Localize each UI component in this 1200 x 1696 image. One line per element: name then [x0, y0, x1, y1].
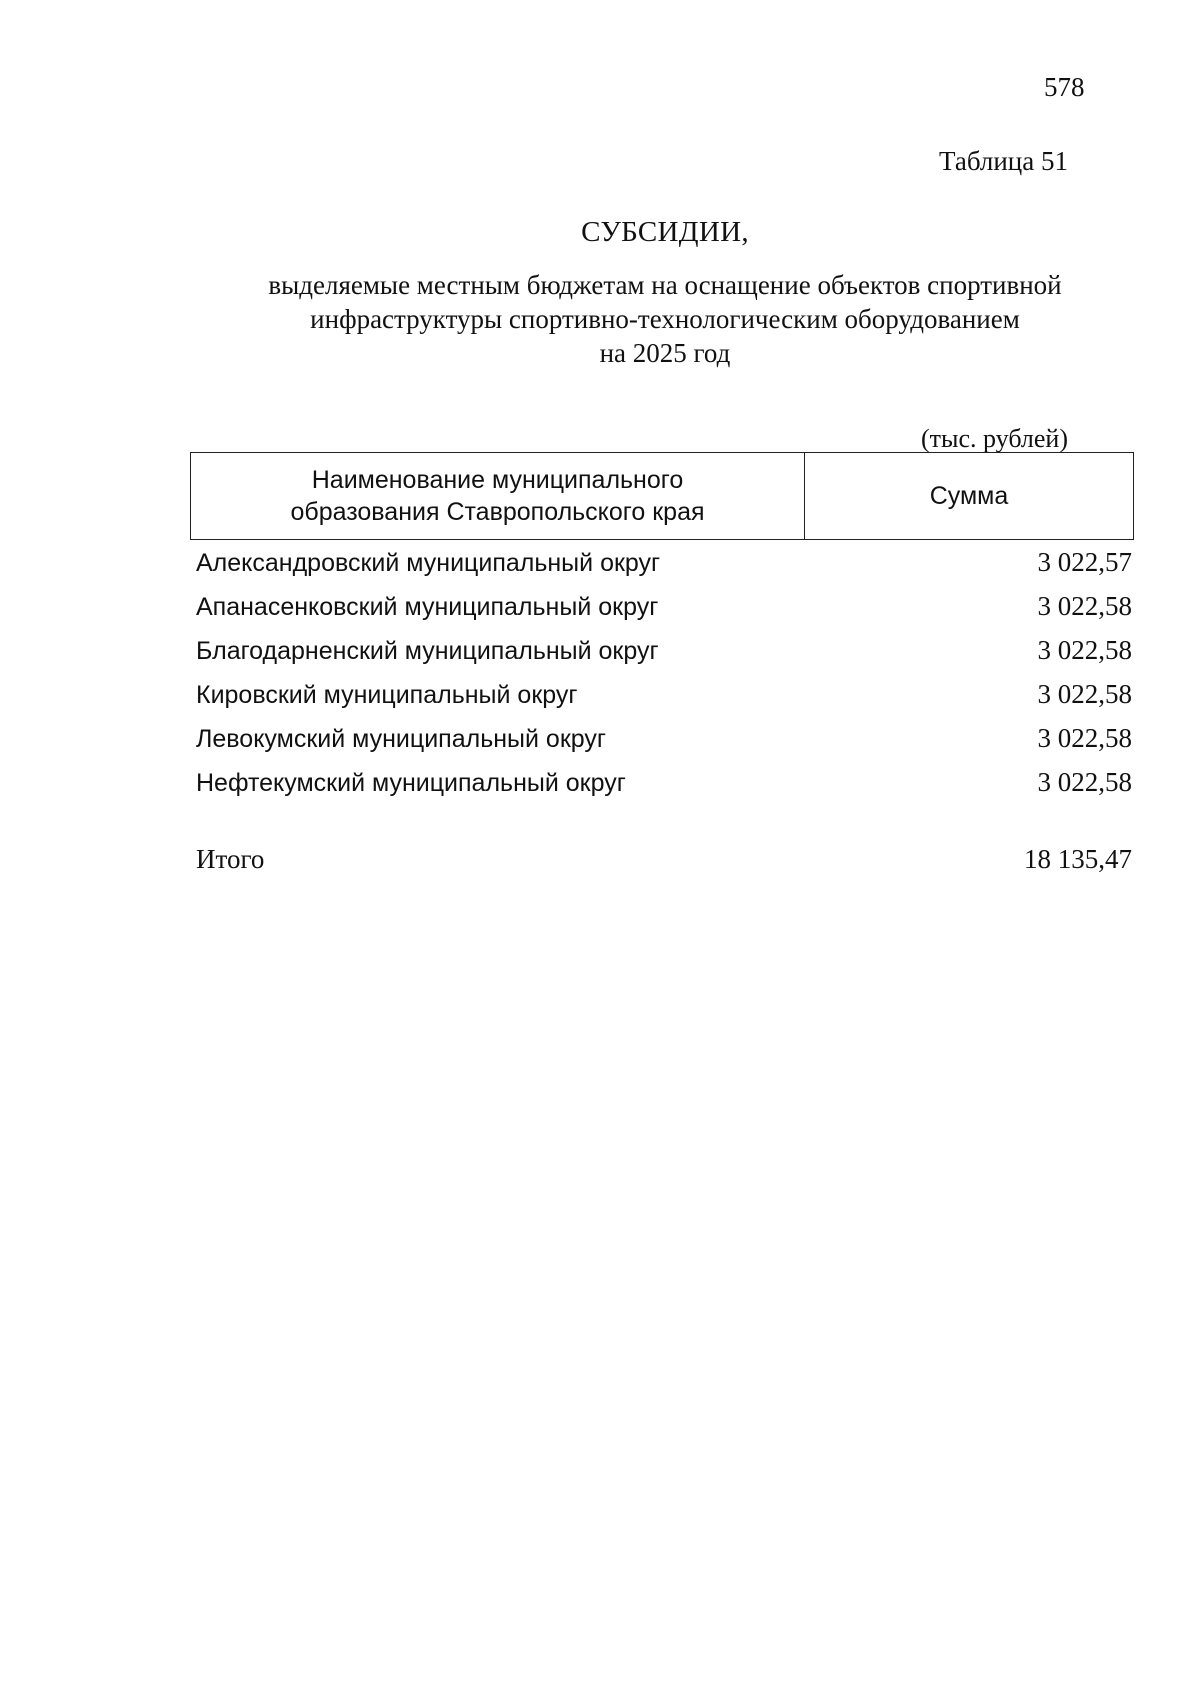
row-name: Левокумский муниципальный округ — [196, 725, 606, 753]
header-sum: Сумма — [929, 481, 1009, 510]
table-header — [190, 452, 1134, 540]
row-value: 3 022,58 — [1037, 635, 1132, 665]
table-row — [196, 676, 1134, 720]
header-municipality-line-1: Наименование муниципального — [311, 466, 684, 494]
row-value: 3 022,58 — [1037, 679, 1132, 709]
row-name: Апанасенковский муниципальный округ — [196, 593, 659, 621]
row-value: 3 022,58 — [1037, 591, 1132, 621]
units-label: (тыс. рублей) — [920, 424, 1068, 453]
row-name: Кировский муниципальный округ — [196, 681, 578, 709]
header-municipality-line-2: образования Ставропольского края — [290, 498, 705, 526]
table-label: Таблица 51 — [939, 146, 1068, 176]
table-row — [196, 632, 1134, 676]
row-value: 3 022,57 — [1037, 547, 1132, 577]
subtitle-line-2: инфраструктуры спортивно-технологическим оборудованием — [310, 304, 1020, 334]
table-row — [196, 720, 1134, 764]
total-label: Итого — [196, 844, 265, 874]
row-name: Александровский муниципальный округ — [196, 549, 661, 577]
table-body — [196, 544, 1134, 808]
row-value: 3 022,58 — [1037, 723, 1132, 753]
total-value: 18 135,47 — [1024, 844, 1132, 874]
row-name: Благодарненский муниципальный округ — [196, 637, 659, 665]
total-row — [196, 844, 1134, 875]
document-subtitle — [0, 268, 1200, 370]
row-value: 3 022,58 — [1037, 767, 1132, 797]
subtitle-line-1: выделяемые местным бюджетам на оснащение объектов спортивной — [268, 270, 1062, 300]
row-name: Нефтекумский муниципальный округ — [196, 769, 626, 797]
table-row — [196, 764, 1134, 808]
subtitle-line-3: на 2025 год — [599, 338, 731, 368]
table-row — [196, 544, 1134, 588]
header-municipality — [191, 453, 805, 539]
page-number: 578 — [1044, 72, 1085, 102]
table-row — [196, 588, 1134, 632]
document-title: СУБСИДИИ, — [581, 216, 749, 248]
